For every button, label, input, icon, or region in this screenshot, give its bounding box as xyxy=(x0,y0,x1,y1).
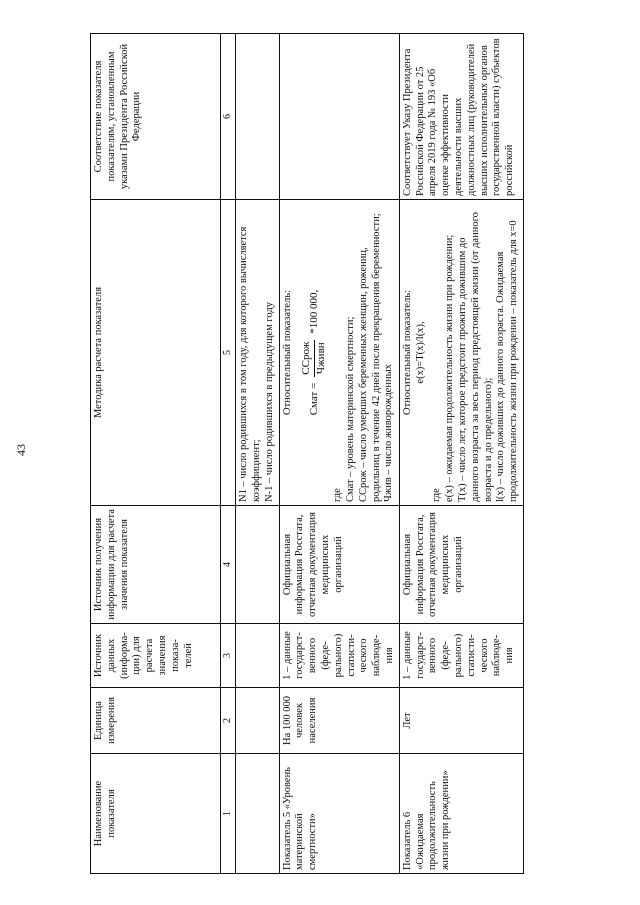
continuation-row xyxy=(236,34,279,874)
col-number: 2 xyxy=(221,688,236,754)
header-name: Наименование показателя xyxy=(91,754,221,874)
formula-denominator: Чживн xyxy=(314,342,327,375)
formula-tail: *100 000, xyxy=(307,289,320,334)
header-unit: Единица измерения xyxy=(91,688,221,754)
indicator-unit: На 100 000 человек населения xyxy=(279,688,399,754)
column-number-row xyxy=(221,34,236,874)
page-number: 43 xyxy=(14,444,28,456)
col-number: 1 xyxy=(221,754,236,874)
col-number: 4 xyxy=(221,506,236,624)
formula-fraction xyxy=(300,340,328,377)
indicator-unit: Лет xyxy=(399,688,523,754)
method-definition: Чжив – число живорожденных xyxy=(383,364,395,502)
indicators-table xyxy=(90,33,524,874)
method-title: Относительный показатель: xyxy=(401,290,413,415)
indicator-data-source: 1 – данные государст-венного (феде-рального) статисти-ческого наблюде-ния xyxy=(279,624,399,688)
method-formula: e(x)=T(x)/l(x), xyxy=(414,321,426,384)
indicator-method xyxy=(279,200,399,506)
indicator-compliance xyxy=(279,34,399,200)
header-row xyxy=(91,34,221,874)
col-number: 6 xyxy=(221,34,236,200)
method-title: Относительный показатель: xyxy=(281,290,293,415)
indicator-data-source: 1 – данные государст-венного (феде-рального) статисти-ческого наблюде-ния xyxy=(399,624,523,688)
indicator-compliance: Соответствует Указу Президента Российской Федерации от 25 апреля 2019 года № 193 «Об оценке эффективности деятельности высших должностных лиц (руководителей высших исполнительных органов государственной власти) субъектов российской xyxy=(399,34,523,200)
header-compliance: Соответствие показателя показателям, установленным указами Президента Российской Федерации xyxy=(91,34,221,200)
method-formula xyxy=(300,203,328,502)
continuation-method xyxy=(236,200,279,506)
continuation-line-1: N1 – число родившихся в том году, для которого вычисляется коэффициент; xyxy=(238,226,262,502)
method-definition: Смат – уровень материнской смертности; xyxy=(344,316,356,502)
continuation-line-2: N-1 – число родившихся в предыдущем году xyxy=(263,302,275,502)
header-info-source: Источник получения информации для расчета значения показателя xyxy=(91,506,221,624)
method-definition: T(x) – число лет, которое предстоит прожить дожившим до данного возраста за весь период предстоящей жизни (от данного возраста и до предельного); xyxy=(456,212,494,502)
method-where: где xyxy=(431,488,443,502)
method-where: где xyxy=(332,488,344,502)
header-data-source: Источник данных (информа-ции) для расчета значения показа-телей xyxy=(91,624,221,688)
indicator-method xyxy=(399,200,523,506)
header-method: Методика расчета показателя xyxy=(91,200,221,506)
formula-numerator: ССрож xyxy=(300,340,314,377)
method-definition: l(x) – число доживших до данного возраста. Ожидаемая продолжительность жизни при рождении – показатель для x=0 xyxy=(495,220,520,502)
table-row-indicator-5 xyxy=(279,34,399,874)
method-definition: e(x) – ожидаемая продолжительность жизни при рождении; xyxy=(444,234,456,502)
indicator-name: Показатель 5 «Уровень материнской смертности» xyxy=(279,754,399,874)
indicator-info-source: Официальная информация Росстата, отчетная документация медицинских организаций xyxy=(279,506,399,624)
table-row-indicator-6 xyxy=(399,34,523,874)
col-number: 5 xyxy=(221,200,236,506)
col-number: 3 xyxy=(221,624,236,688)
rotated-table-page xyxy=(90,34,592,874)
formula-lhs: Смат = xyxy=(307,382,320,416)
indicator-info-source: Официальная информация Росстата, отчетная документация медицинских организаций xyxy=(399,506,523,624)
indicator-name: Показатель 6 «Ожидаемая продолжительность жизни при рождении» xyxy=(399,754,523,874)
method-definition: ССрож – число умерших беременных женщин, рожениц, родильниц в течение 42 дней после прекращения беременности; xyxy=(357,213,382,502)
